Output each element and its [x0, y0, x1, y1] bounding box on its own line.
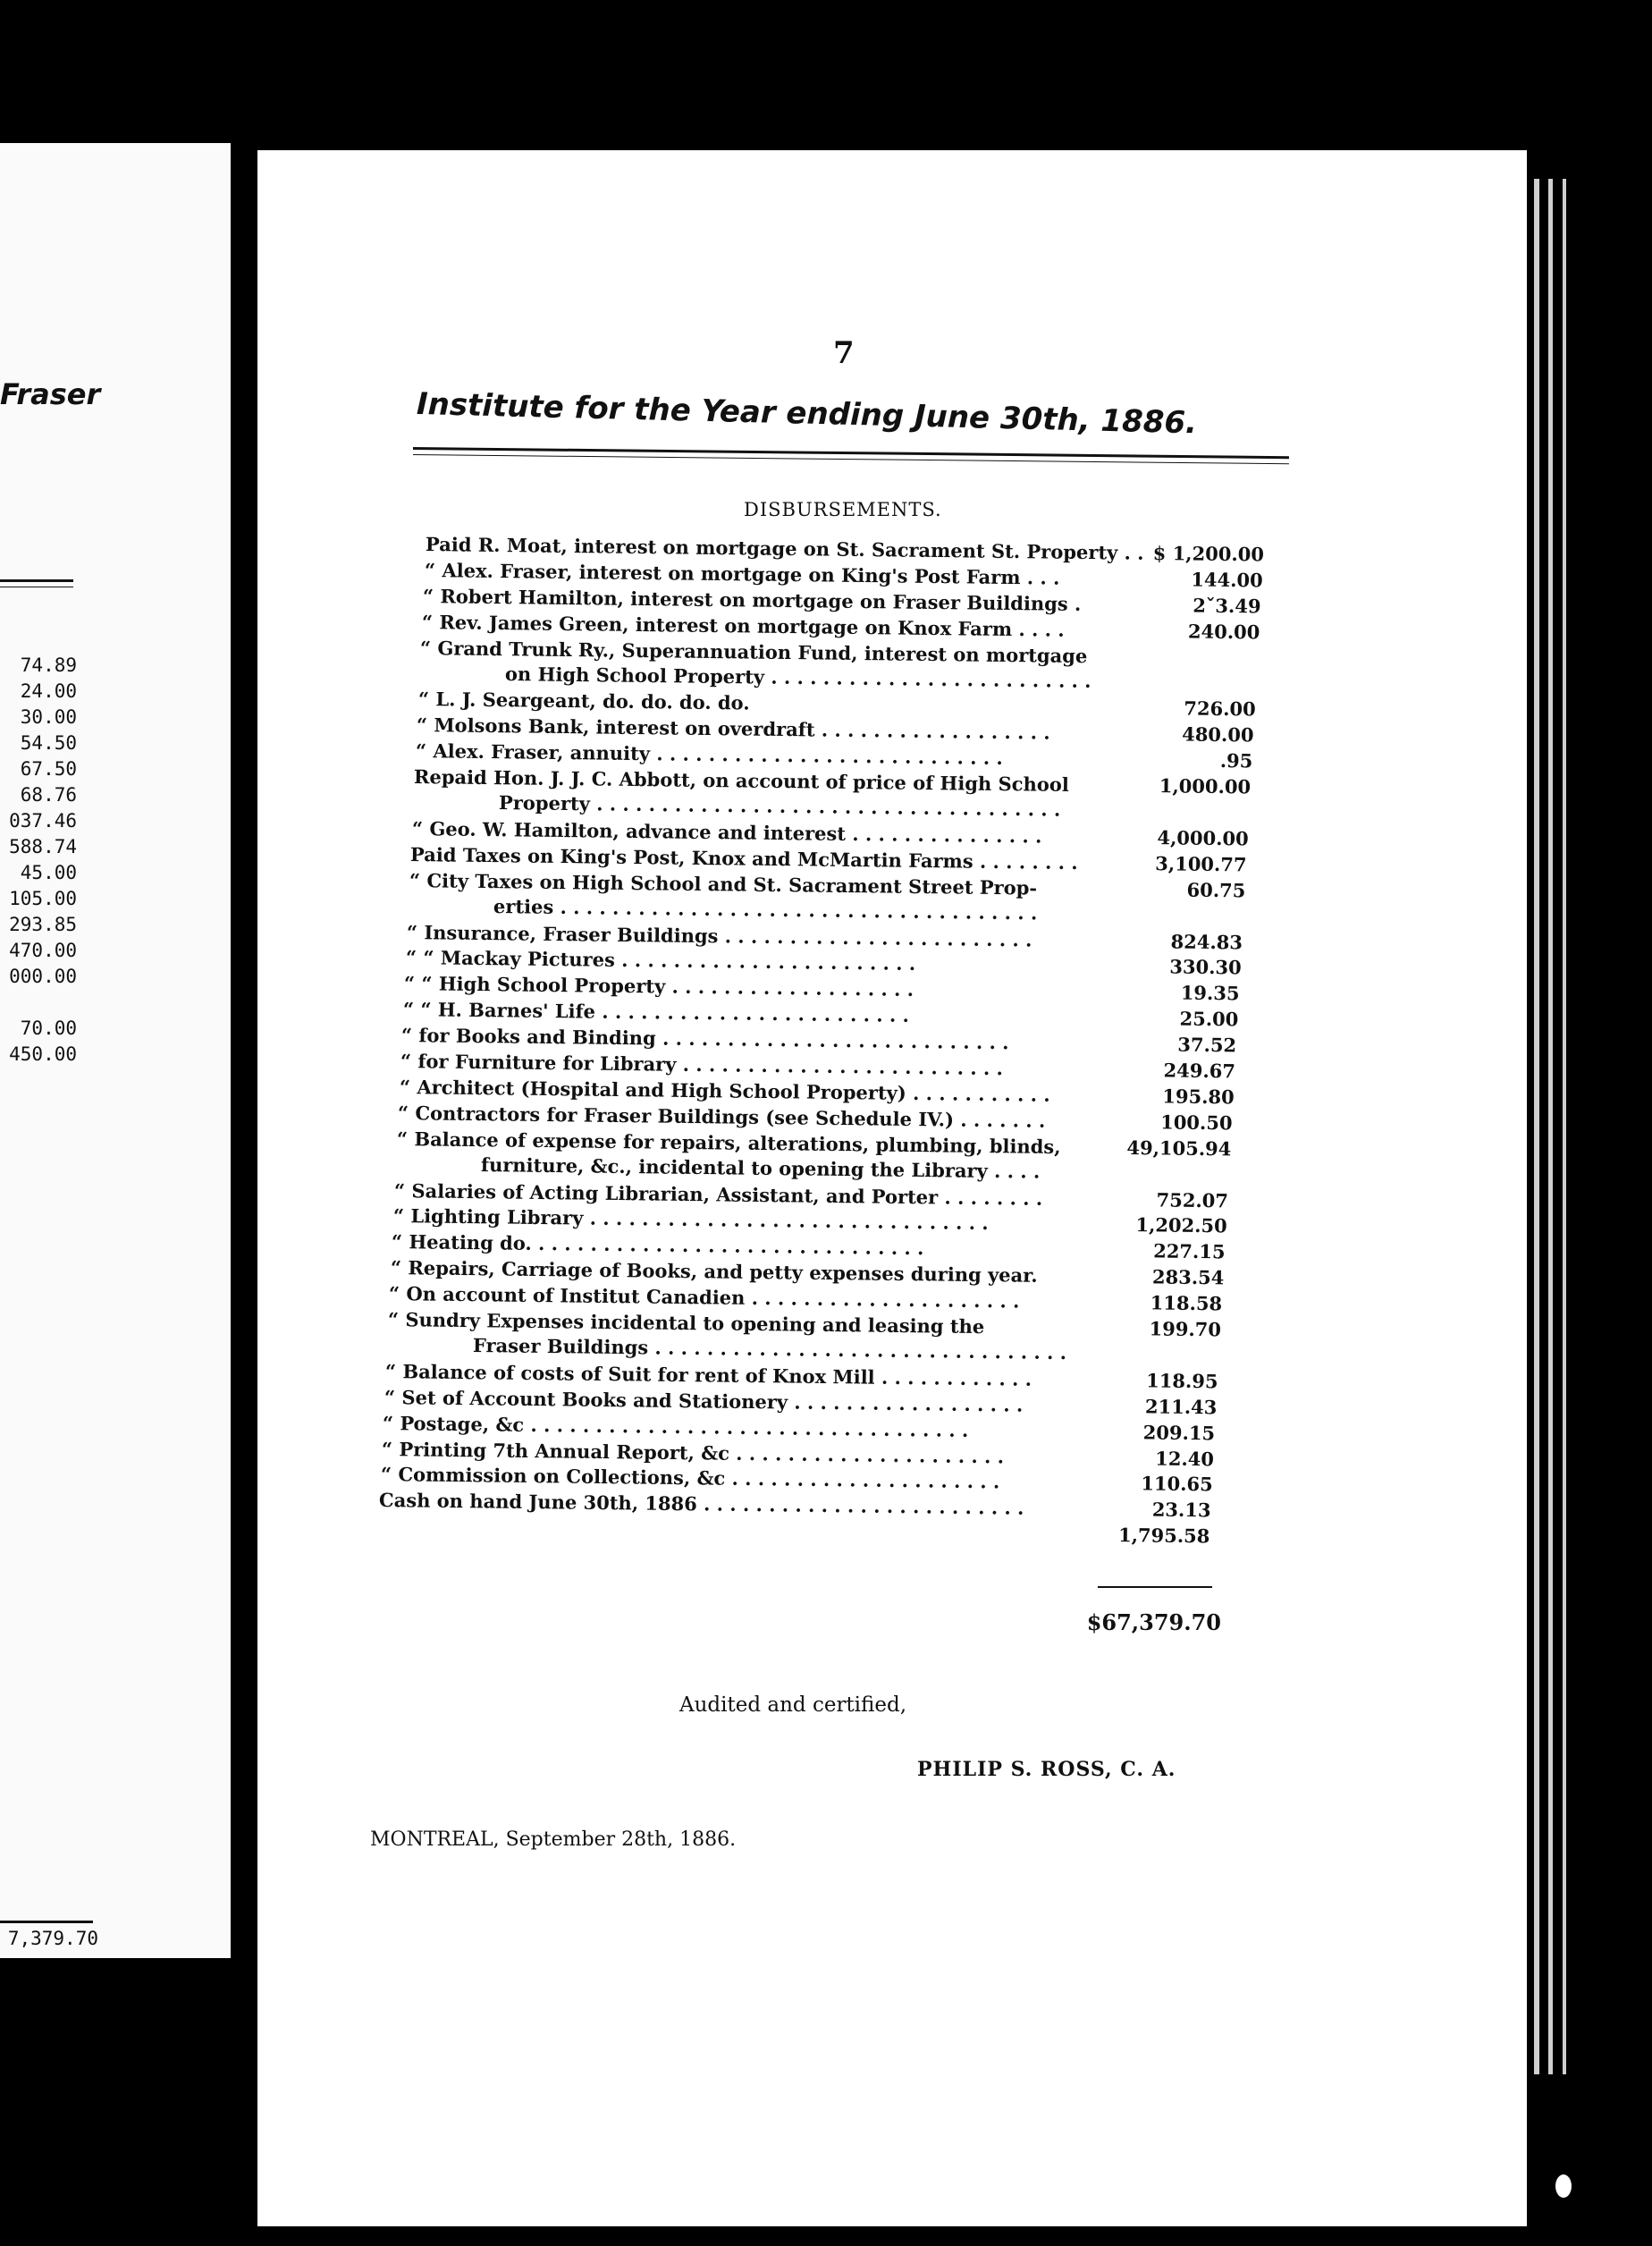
total-rule	[1098, 1586, 1212, 1588]
disbursement-amount: 227.15	[1153, 1239, 1226, 1263]
left-page-value: 45.00	[20, 862, 77, 883]
disbursement-label: “ “ Mackay Pictures . . . . . . . . . . . . . . . . . . . . . . .	[405, 946, 915, 975]
disbursement-amount: 752.07	[1156, 1187, 1229, 1212]
disbursement-amount: 2ˇ3.49	[1193, 594, 1261, 618]
disbursement-label: “ City Taxes on High School and St. Sacrament Street Prop-	[409, 868, 1038, 899]
disbursement-amount: 249.67	[1163, 1059, 1236, 1083]
left-page-value: 588.74	[9, 836, 77, 857]
disbursement-amount: 1,000.00	[1159, 774, 1252, 798]
disbursement-label: “ Repairs, Carriage of Books, and petty expenses during year.	[390, 1256, 1038, 1288]
left-page-value: 67.50	[20, 758, 77, 780]
left-page-value: 74.89	[20, 654, 77, 676]
auditor-signature: PHILIP S. ROSS, C. A.	[917, 1758, 1176, 1781]
left-page-heading: Fraser	[0, 377, 101, 411]
disbursement-amount: $ 1,200.00	[1152, 541, 1265, 566]
disbursement-amount: .95	[1219, 749, 1253, 773]
disbursement-amount: 12.40	[1155, 1447, 1215, 1470]
disbursement-label: “ On account of Institut Canadien . . . . . . . . . . . . . . . . . . . . .	[389, 1282, 1020, 1313]
left-page-value: 470.00	[9, 940, 77, 961]
disbursement-label: “ Contractors for Fraser Buildings (see Schedule IV.) . . . . . . .	[398, 1101, 1046, 1132]
disbursement-label: “ “ H. Barnes' Life . . . . . . . . . . . . . . . . . . . . . . . .	[402, 998, 909, 1027]
disbursement-amount: 240.00	[1187, 620, 1260, 644]
left-page-value: 105.00	[9, 888, 77, 909]
disbursement-label: erties . . . . . . . . . . . . . . . . . . . . . . . . . . . . . . . . . . . . .	[493, 894, 1038, 925]
disbursement-label: “ Postage, &c . . . . . . . . . . . . . . . . . . . . . . . . . . . . . . . . . .	[383, 1411, 969, 1441]
left-page-value: 54.50	[20, 732, 77, 754]
disbursement-label: Cash on hand June 30th, 1886 . . . . . . . . . . . . . . . . . . . . . . . . .	[379, 1489, 1024, 1520]
left-page-value: 037.46	[9, 810, 77, 832]
disbursement-amount: 211.43	[1144, 1395, 1218, 1419]
audit-note: Audited and certified,	[679, 1693, 907, 1717]
disbursement-label: “ Set of Account Books and Stationery . . . . . . . . . . . . . . . . . .	[384, 1385, 1024, 1416]
disbursement-amount: 49,105.94	[1126, 1136, 1232, 1161]
disbursement-amount: 330.30	[1168, 955, 1242, 979]
disbursement-amount: 37.52	[1177, 1033, 1237, 1057]
disbursement-amount: 144.00	[1190, 568, 1263, 592]
disbursement-label: “ Balance of expense for repairs, alterations, plumbing, blinds,	[396, 1127, 1061, 1158]
disbursement-label: “ Geo. W. Hamilton, advance and interest . . . . . . . . . . . . . . .	[411, 816, 1042, 848]
disbursement-label: Property . . . . . . . . . . . . . . . . . . . . . . . . . . . . . . . . . . . .	[498, 791, 1061, 821]
disbursement-label: “ Alex. Fraser, annuity . . . . . . . . . . . . . . . . . . . . . . . . . . .	[415, 739, 1003, 770]
disbursement-label: “ “ High School Property . . . . . . . . . . . . . . . . . . .	[404, 972, 914, 1001]
disbursement-amount: 4,000.00	[1156, 826, 1249, 850]
left-page-value: 000.00	[9, 966, 77, 987]
left-page-value: 24.00	[20, 680, 77, 702]
disbursement-label: furniture, &c., incidental to opening the Library . . . .	[481, 1153, 1041, 1183]
disbursement-amount: 110.65	[1140, 1472, 1213, 1496]
disbursement-amount: 19.35	[1180, 981, 1240, 1005]
disbursement-amount: 118.58	[1150, 1291, 1223, 1315]
left-page-value: 70.00	[20, 1017, 77, 1039]
disbursement-label: “ Lighting Library . . . . . . . . . . . . . . . . . . . . . . . . . . . . . . .	[392, 1204, 989, 1235]
disbursement-label: “ Molsons Bank, interest on overdraft . . . . . . . . . . . . . . . . . .	[417, 713, 1051, 744]
disbursement-amount: 118.95	[1146, 1369, 1218, 1393]
disbursement-amount: 1,795.58	[1117, 1524, 1210, 1548]
disbursement-amount: 209.15	[1143, 1420, 1216, 1444]
scan-speck	[1555, 2174, 1572, 2198]
disbursement-amount: 100.50	[1160, 1110, 1233, 1135]
disbursement-label: “ Commission on Collections, &c . . . . . . . . . . . . . . . . . . . . .	[380, 1463, 1000, 1493]
left-page-total: 7,379.70	[7, 1928, 98, 1949]
disbursement-label: “ Architect (Hospital and High School Property) . . . . . . . . . . .	[399, 1075, 1050, 1106]
running-head: Institute for the Year ending June 30th, 1886.	[416, 386, 1198, 442]
disbursement-label: “ for Furniture for Library . . . . . . . . . . . . . . . . . . . . . . . . .	[400, 1050, 1004, 1080]
disbursement-amount: 824.83	[1170, 929, 1243, 953]
disbursement-label: Fraser Buildings . . . . . . . . . . . . . . . . . . . . . . . . . . . . . . . .	[472, 1333, 1066, 1364]
section-title: DISBURSEMENTS.	[744, 499, 942, 520]
disbursement-amount: 195.80	[1161, 1085, 1235, 1109]
disbursement-label: “ Alex. Fraser, interest on mortgage on King's Post Farm . . .	[424, 558, 1060, 589]
disbursement-label: “ for Books and Binding . . . . . . . . . . . . . . . . . . . . . . . . . . .	[401, 1024, 1010, 1054]
disbursement-amount: 25.00	[1179, 1007, 1239, 1031]
left-page-value: 30.00	[20, 706, 77, 728]
disbursement-label: “ Heating do. . . . . . . . . . . . . . . . . . . . . . . . . . . . . . .	[392, 1230, 924, 1260]
disbursement-label: “ L. J. Seargeant, do. do. do. do.	[417, 688, 750, 714]
disbursement-amount: 1,202.50	[1134, 1213, 1227, 1237]
disbursement-label: “ Salaries of Acting Librarian, Assistant, and Porter . . . . . . . .	[393, 1178, 1043, 1210]
disbursement-label: “ Rev. James Green, interest on mortgage on Knox Farm . . . .	[421, 610, 1065, 641]
disbursement-amount: 60.75	[1186, 878, 1246, 902]
left-page-value: 450.00	[9, 1043, 77, 1065]
disbursement-label: Paid Taxes on King's Post, Knox and McMartin Farms . . . . . . . .	[410, 842, 1078, 874]
page-number: 7	[833, 335, 855, 371]
disbursement-amount: 480.00	[1182, 722, 1254, 747]
disbursement-amount: 199.70	[1149, 1317, 1222, 1341]
disbursement-label: “ Insurance, Fraser Buildings . . . . . . . . . . . . . . . . . . . . . . . .	[406, 920, 1032, 951]
left-page-value: 68.76	[20, 784, 77, 806]
disbursement-label: “ Robert Hamilton, interest on mortgage on Fraser Buildings .	[423, 584, 1082, 615]
disbursement-amount: 3,100.77	[1155, 851, 1247, 876]
disbursement-amount: 23.13	[1151, 1498, 1211, 1522]
disbursement-amount: 726.00	[1183, 697, 1256, 721]
disbursement-label: “ Balance of costs of Suit for rent of Knox Mill . . . . . . . . . . . .	[385, 1359, 1032, 1390]
disbursement-label: “ Grand Trunk Ry., Superannuation Fund, interest on mortgage	[420, 636, 1088, 667]
disbursement-label: Repaid Hon. J. J. C. Abbott, on account of price of High School	[414, 765, 1070, 797]
disbursement-label: “ Printing 7th Annual Report, &c . . . . . . . . . . . . . . . . . . . . .	[381, 1437, 1005, 1468]
disbursement-amount: 283.54	[1151, 1265, 1225, 1289]
disbursement-label: on High School Property . . . . . . . . . . . . . . . . . . . . . . . . .	[504, 662, 1092, 692]
disbursement-label: “ Sundry Expenses incidental to opening and leasing the	[387, 1308, 985, 1338]
grand-total: $67,379.70	[1086, 1609, 1221, 1635]
left-page-value: 293.85	[9, 914, 77, 935]
place-date: MONTREAL, September 28th, 1886.	[370, 1828, 737, 1851]
disbursement-label: Paid R. Moat, interest on mortgage on St. Sacrament St. Property . .	[425, 533, 1144, 564]
scan-speck	[858, 2098, 864, 2103]
